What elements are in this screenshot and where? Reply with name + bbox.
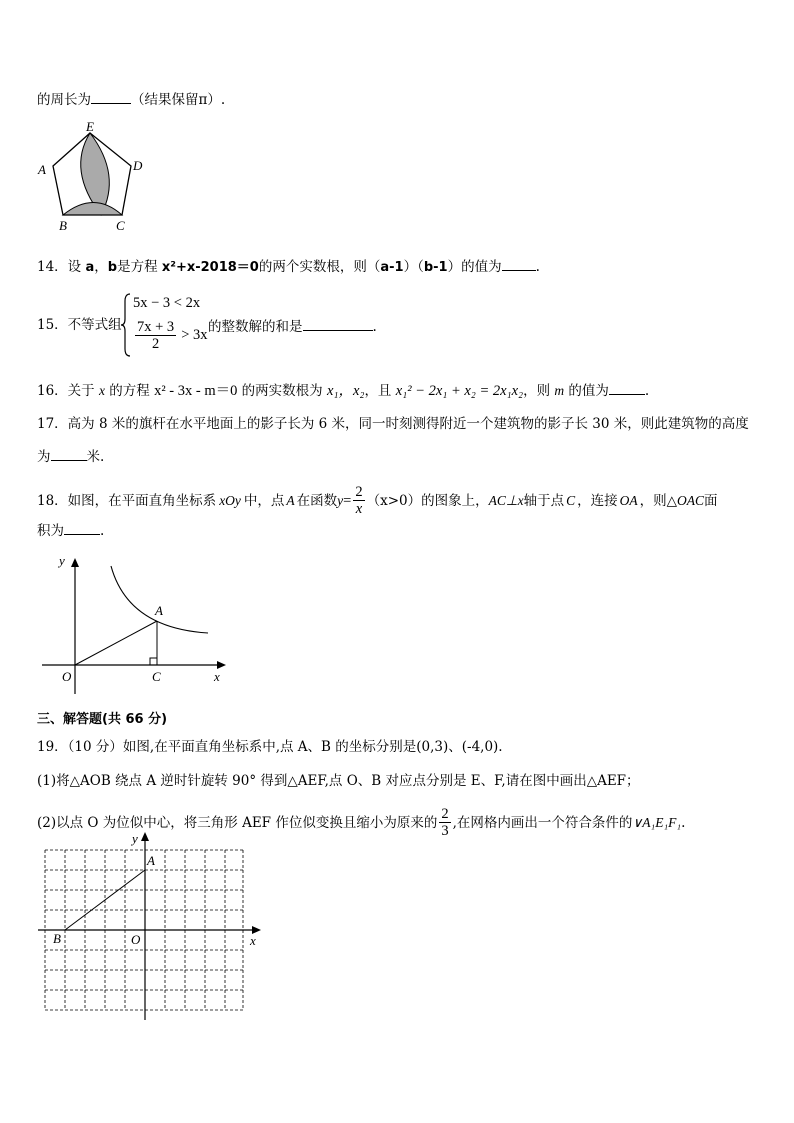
q16-text4: ，则 (523, 383, 551, 399)
q18-perp: AC⊥x (488, 492, 524, 508)
q19-end: . (681, 814, 686, 831)
q19-triangle: ∨A₁E₁F₁ (632, 814, 682, 830)
q16-end: . (644, 383, 650, 399)
q18-A: A (286, 492, 295, 508)
q18-part5: 轴于点 (523, 492, 565, 509)
ineq2-fraction (135, 319, 176, 352)
label-O: O (131, 932, 141, 947)
q13-tail (37, 89, 225, 109)
q18-eqsign: = (343, 492, 352, 509)
q14-num: 14．设 (37, 259, 82, 275)
label-O: O (62, 669, 72, 684)
q18-part6: ，连接 (577, 492, 618, 509)
q19-part2-after: ,在网格内画出一个符合条件的 (452, 814, 633, 831)
question-17-line1 (37, 415, 749, 433)
label-B: B (59, 218, 67, 233)
question-15 (37, 316, 122, 334)
q16-text3: ，且 (364, 383, 392, 399)
q15-num: 15．不等式组 (37, 317, 122, 333)
q16-text1: 的方程 (109, 383, 150, 399)
label-E: E (86, 120, 94, 134)
q19-frac-num: 2 (441, 806, 449, 822)
question-18-line2 (37, 520, 104, 540)
pentagon-figure (34, 120, 154, 235)
question-15-tail (208, 316, 377, 336)
q16-condition: x₁² − 2x₁ + x₂ = 2x₁x₂ (395, 383, 524, 399)
ineq2-den: 2 (151, 336, 160, 352)
q18-C: C (566, 492, 576, 508)
question-19-part1: (1)将△AOB 绕点 A 逆时针旋转 90° 得到△AEF,点 O、B 对应点分别是 E、F,请在图中画出△AEF； (37, 773, 640, 789)
q16-num: 16．关于 (37, 383, 95, 399)
q14-factor2: b-1 (423, 260, 448, 275)
label-D: D (133, 158, 143, 173)
label-C: C (116, 218, 125, 233)
q19-part2-before: (2)以点 O 为位似中心，将三角形 AEF 作位似变换且缩小为原来的 (37, 814, 438, 831)
q14-factor1: a-1 (380, 260, 404, 275)
question-14 (37, 256, 540, 277)
label-B: B (53, 931, 61, 946)
q18-part1: 18．如图，在平面直角坐标系 (37, 492, 217, 509)
q14-text3: ）的值为 (447, 259, 502, 275)
answer-blank[interactable] (51, 446, 87, 461)
q17-text: 17．高为 8 米的旗杆在水平地面上的影子长为 6 米，同一时刻测得附近一个建筑物的影子长 30 米，则此建筑物的高度 (37, 416, 749, 432)
q18-line2-before: 积为 (37, 523, 64, 539)
q18-part3: 在函数 (296, 492, 338, 509)
q15-text: 的整数解的和是 (208, 319, 303, 335)
label-y: y (59, 553, 65, 568)
hyperbola-figure (38, 548, 238, 698)
ineq2-rhs: > 3x (181, 327, 208, 343)
label-y: y (132, 831, 138, 846)
label-x: x (250, 933, 256, 948)
q16-equation: x² - 3x - m＝0 (154, 383, 238, 399)
answer-blank[interactable] (91, 89, 131, 104)
q14-mid: ）（ (403, 259, 424, 275)
question-16 (37, 380, 649, 400)
ineq2-num: 7x + 3 (137, 319, 175, 335)
q14-text2: 的两个实数根，则（ (258, 259, 381, 275)
question-18-line1 (37, 484, 718, 517)
q13-note: （结果保留π）. (131, 92, 226, 108)
q19-fraction (439, 806, 450, 839)
q18-xoy: xOy (219, 492, 241, 508)
answer-blank[interactable] (609, 380, 645, 395)
label-A: A (155, 603, 163, 618)
var-m: m (554, 383, 565, 398)
label-A: A (147, 853, 155, 868)
q14-text1: 是方程 (117, 259, 158, 275)
system-brace (121, 293, 131, 357)
answer-blank[interactable] (502, 256, 536, 271)
question-17-line2 (37, 446, 104, 466)
q18-part8: 面 (704, 492, 718, 509)
inequality-2 (133, 319, 208, 352)
label-x: x (214, 669, 220, 684)
q18-OAC: OAC (677, 492, 705, 508)
grid-figure (34, 828, 274, 1023)
q13-text: 的周长为 (37, 92, 91, 108)
q16-text5: 的值为 (568, 383, 609, 399)
label-A: A (38, 162, 46, 177)
q18-y: y (337, 492, 344, 508)
q17-after: 米. (86, 449, 105, 465)
var-a: a (85, 260, 95, 275)
q18-part7: ，则△ (639, 492, 678, 509)
q17-before: 为 (37, 449, 51, 465)
question-19-line1: 19．（10 分）如图,在平面直角坐标系中,点 A、B 的坐标分别是(0,3)、(-4,0). (37, 739, 503, 755)
q18-OA: OA (619, 492, 638, 508)
answer-blank[interactable] (303, 316, 373, 331)
inequality-1: 5x − 3 < 2x (133, 295, 201, 311)
q14-equation: x²+x-2018＝0 (161, 260, 259, 275)
q18-frac-den: x (355, 501, 363, 517)
var-x: x (98, 383, 105, 398)
q18-part2: 中，点 (243, 492, 285, 509)
label-C: C (152, 669, 161, 684)
q18-line2-after: . (100, 523, 105, 539)
q16-text2: 的两实数根为 (241, 383, 323, 399)
q19-frac-den: 3 (441, 823, 449, 839)
q15-end: . (372, 319, 377, 335)
section-heading: 三、解答题(共 66 分) (37, 712, 168, 727)
q18-cond: （x>0） (366, 492, 422, 509)
q18-frac-num: 2 (355, 484, 363, 500)
q14-sep: ， (94, 259, 108, 275)
q18-fraction (353, 484, 364, 517)
var-b: b (107, 260, 118, 275)
q14-end: . (535, 259, 540, 275)
q18-part4: 的图象上， (421, 492, 489, 509)
answer-blank[interactable] (64, 520, 100, 535)
q16-roots: x₁，x₂ (326, 383, 365, 399)
